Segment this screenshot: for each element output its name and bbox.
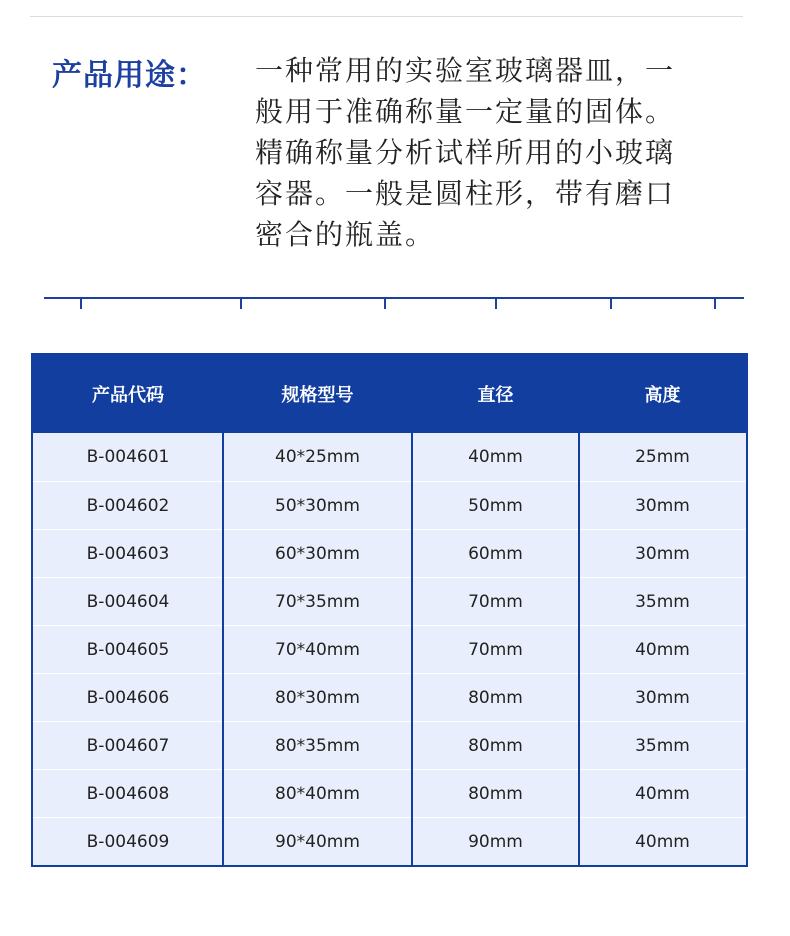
ruler-divider	[44, 297, 744, 309]
header-diameter: 直径	[477, 385, 514, 406]
ruler-tick	[384, 297, 386, 309]
cell-spec-model: 50*30mm	[275, 495, 360, 516]
cell-diameter: 50mm	[468, 495, 523, 516]
ruler-tick	[240, 297, 242, 309]
cell-product-code: B-004601	[86, 447, 170, 467]
column-divider	[222, 433, 224, 865]
cell-product-code: B-004604	[86, 591, 170, 612]
table-body	[33, 433, 746, 865]
cell-diameter: 60mm	[468, 543, 523, 564]
ruler-line	[44, 297, 744, 299]
table-row	[33, 721, 746, 769]
top-divider	[30, 16, 743, 17]
cell-product-code: B-004602	[86, 495, 170, 516]
spec-table	[31, 353, 748, 867]
cell-diameter: 80mm	[468, 687, 523, 708]
cell-product-code: B-004603	[86, 543, 170, 564]
cell-spec-model: 40*25mm	[275, 447, 360, 467]
table-row	[33, 817, 746, 865]
cell-diameter: 80mm	[468, 783, 523, 804]
cell-spec-model: 90*40mm	[275, 831, 360, 852]
cell-height: 25mm	[635, 447, 690, 467]
cell-height: 30mm	[635, 543, 690, 564]
usage-description	[255, 50, 745, 255]
table-row	[33, 481, 746, 529]
cell-height: 40mm	[635, 831, 690, 852]
header-spec-model: 规格型号	[281, 385, 354, 406]
cell-spec-model: 70*35mm	[275, 591, 360, 612]
usage-line: 精确称量分析试样所用的小玻璃	[255, 136, 676, 169]
column-divider	[578, 433, 580, 865]
cell-height: 40mm	[635, 639, 690, 660]
cell-diameter: 40mm	[468, 447, 523, 467]
cell-diameter: 80mm	[468, 735, 523, 756]
usage-line: 密合的瓶盖。	[255, 218, 436, 251]
cell-height: 35mm	[635, 591, 690, 612]
ruler-tick	[610, 297, 612, 309]
table-row	[33, 625, 746, 673]
cell-height: 30mm	[635, 687, 690, 708]
cell-spec-model: 80*30mm	[275, 687, 360, 708]
table-row	[33, 769, 746, 817]
cell-product-code: B-004606	[86, 687, 170, 708]
cell-height: 30mm	[635, 495, 690, 516]
cell-product-code: B-004607	[86, 735, 170, 756]
cell-spec-model: 80*35mm	[275, 735, 360, 756]
cell-spec-model: 60*30mm	[275, 543, 360, 564]
cell-diameter: 70mm	[468, 591, 523, 612]
usage-line: 一种常用的实验室玻璃器皿，一	[255, 54, 676, 87]
cell-diameter: 90mm	[468, 831, 523, 852]
column-divider	[411, 433, 413, 865]
cell-product-code: B-004608	[86, 783, 170, 804]
usage-line: 般用于准确称量一定量的固体。	[255, 95, 676, 128]
cell-spec-model: 80*40mm	[275, 783, 360, 804]
cell-product-code: B-004609	[86, 831, 170, 852]
cell-height: 40mm	[635, 783, 690, 804]
table-row	[33, 673, 746, 721]
table-row	[33, 529, 746, 577]
table-row	[33, 433, 746, 481]
header-height: 高度	[644, 385, 681, 406]
cell-spec-model: 70*40mm	[275, 639, 360, 660]
header-product-code: 产品代码	[92, 385, 164, 406]
table-row	[33, 577, 746, 625]
ruler-tick	[80, 297, 82, 309]
ruler-tick	[495, 297, 497, 309]
usage-line: 容器。一般是圆柱形，带有磨口	[255, 177, 676, 210]
cell-diameter: 70mm	[468, 639, 523, 660]
table-header	[33, 355, 746, 433]
usage-label: 产品用途：	[52, 58, 207, 93]
cell-height: 35mm	[635, 735, 690, 756]
ruler-tick	[714, 297, 716, 309]
cell-product-code: B-004605	[86, 639, 170, 660]
